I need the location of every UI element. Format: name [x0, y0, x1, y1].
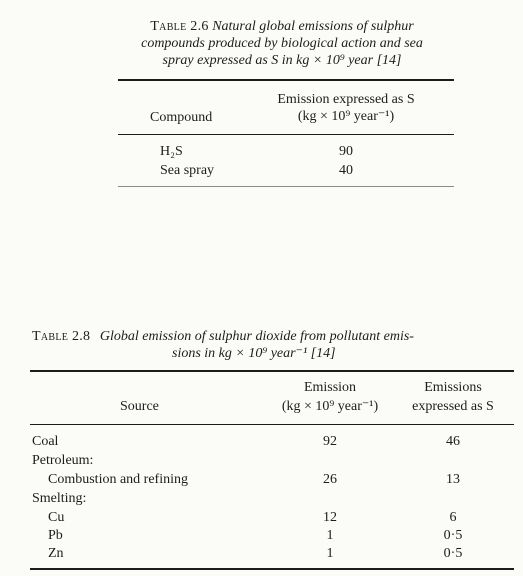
- table-2-6-header-rule: [118, 134, 454, 135]
- table-2-6-caption: [112, 18, 452, 69]
- table-2-8-header-emission-1: Emission: [303, 380, 357, 395]
- table-2-8-row-source-pb: Pb: [48, 528, 63, 543]
- table-2-8-row-source-cu: Cu: [48, 510, 65, 525]
- table-2-6-caption-line-2: compounds produced by biological action and sea: [141, 36, 423, 51]
- table-2-6-row-compound-sea-spray: Sea spray: [160, 163, 215, 178]
- table-2-8-row-emission-coal: 92: [323, 434, 337, 449]
- table-2-8-caption-line-1: [32, 328, 512, 345]
- table-2-6-header-emission-1: Emission expressed as S: [277, 92, 415, 107]
- table-2-8-row-emission-zn: 1: [326, 546, 334, 561]
- table-2-6-row-value-h2s: 90: [339, 144, 353, 159]
- table-2-8-row-source-coal: Coal: [32, 434, 59, 449]
- table-2-8-caption-line-2: sions in kg × 10⁹ year⁻¹ [14]: [172, 346, 336, 361]
- table-2-6-header-emission-2: (kg × 10⁹ year⁻¹): [297, 109, 395, 124]
- table-2-8-caption-text-1: Global emission of sulphur dioxide from pollutant emis-: [99, 329, 414, 344]
- table-2-8-row-as-s-pb: 0·5: [443, 528, 463, 543]
- table-2-8-label: Table 2.8: [32, 329, 91, 344]
- table-2-8-top-rule: [30, 370, 514, 372]
- table-2-6-label: Table 2.6: [150, 19, 209, 34]
- table-2-8-bottom-rule: [30, 568, 514, 570]
- table-2-6-row-compound-h2s: H₂S: [160, 144, 183, 159]
- table-2-8-row-source-petroleum: Petroleum:: [32, 453, 94, 468]
- table-2-8-row-source-combustion: Combustion and refining: [48, 472, 188, 487]
- table-2-8-row-source-smelting: Smelting:: [32, 491, 87, 506]
- table-2-8-header-source: Source: [120, 399, 159, 414]
- table-2-8-header-as-s-2: expressed as S: [412, 399, 494, 414]
- table-2-8-row-emission-pb: 1: [326, 528, 334, 543]
- table-2-6-header-compound: Compound: [150, 110, 213, 125]
- table-2-8-header-emission-2: (kg × 10⁹ year⁻¹): [281, 399, 379, 414]
- table-2-8-row-as-s-combustion: 13: [446, 472, 460, 487]
- table-2-8-header-as-s-1: Emissions: [424, 380, 482, 395]
- table-2-6-caption-line-1: [112, 18, 452, 35]
- table-2-8-row-as-s-cu: 6: [449, 510, 457, 525]
- table-2-8-row-emission-combustion: 26: [323, 472, 337, 487]
- table-2-6-row-value-sea-spray: 40: [339, 163, 353, 178]
- table-2-6-caption-line-3: spray expressed as S in kg × 10⁹ year [14]: [162, 53, 402, 68]
- table-2-6-top-rule: [118, 79, 454, 81]
- table-2-8-row-as-s-coal: 46: [446, 434, 460, 449]
- table-2-8-row-source-zn: Zn: [48, 546, 64, 561]
- table-2-8-row-as-s-zn: 0·5: [443, 546, 463, 561]
- table-2-6-bottom-rule: [118, 186, 454, 187]
- table-2-6-caption-text-1: Natural global emissions of sulphur: [212, 19, 414, 34]
- table-2-8-header-rule: [30, 424, 514, 425]
- table-2-8-row-emission-cu: 12: [323, 510, 337, 525]
- table-2-8-caption: [32, 328, 512, 362]
